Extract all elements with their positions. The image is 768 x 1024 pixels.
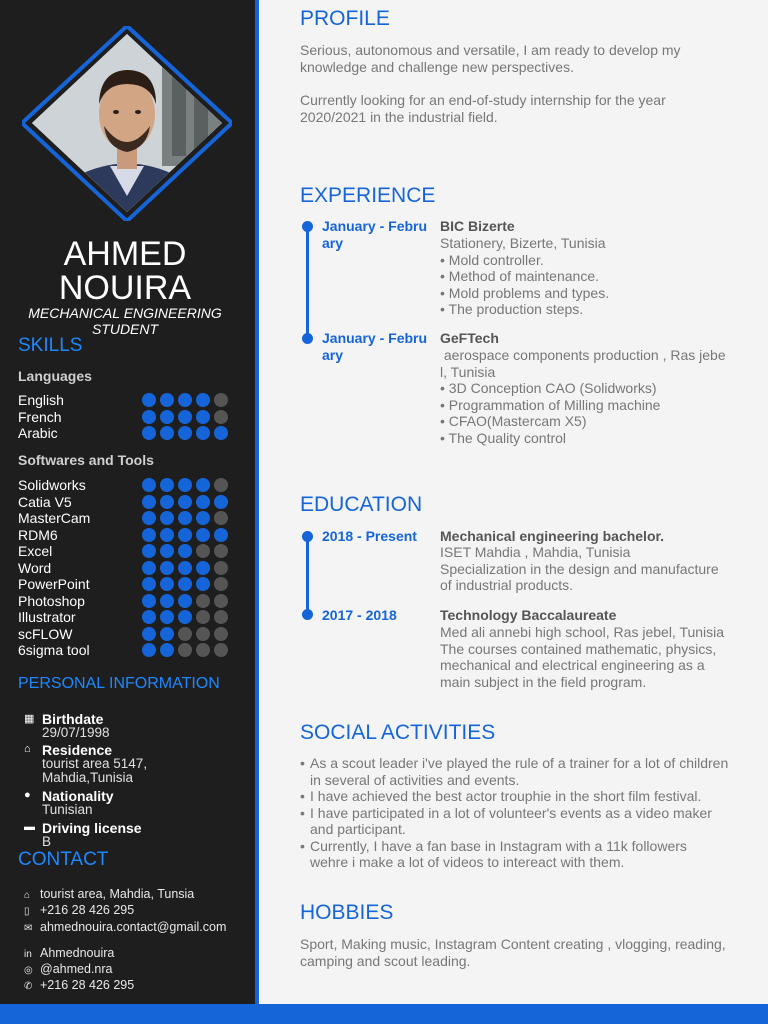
skill-level-dot [214, 426, 228, 440]
profile-photo [22, 26, 232, 221]
car-icon: ▬ [24, 821, 35, 833]
personal-info-value-line: Tunisian [42, 802, 93, 817]
detail-line: • The Quality control [440, 429, 567, 446]
job-title-line2: STUDENT [91, 321, 159, 337]
skill-level-dot [178, 528, 192, 542]
contact-text: +216 28 426 295 [40, 978, 135, 992]
job-title-line1: MECHANICAL ENGINEERING [28, 305, 222, 321]
experience-details [440, 347, 740, 446]
detail-line: ISET Mahdia , Mahdia, Tunisia [440, 544, 631, 560]
skill-level-dot [196, 627, 210, 641]
personal-info-label: Birthdate [42, 711, 104, 727]
detail-line: • Mold problems and types. [440, 284, 610, 301]
skill-level-dot [142, 393, 156, 407]
education-date: 2018 - Present [322, 528, 417, 544]
contact-item[interactable] [24, 946, 114, 960]
skill-level-dot [160, 410, 174, 424]
contact-heading: CONTACT [18, 849, 109, 870]
skill-level-dot [142, 643, 156, 657]
skill-name: Excel [18, 543, 53, 559]
skill-level-dot [142, 610, 156, 624]
skill-name: Photoshop [18, 592, 85, 609]
timeline-dot [302, 531, 313, 542]
languages-heading: Languages [18, 368, 92, 384]
personal-info-value-line: B [42, 834, 52, 849]
contact-text: @ahmed.nra [40, 962, 113, 976]
profile-line: knowledge and challenge new perspectives. [300, 58, 574, 75]
skill-row [18, 477, 238, 493]
skill-level-dot [160, 594, 174, 608]
experience-timeline [306, 226, 309, 338]
skill-level-dot [214, 511, 228, 525]
detail-line: • Method of maintenance. [440, 268, 599, 284]
social-line: • I have participated in a lot of volunteer's events as a video maker [310, 804, 712, 821]
phone-icon: ▯ [24, 906, 30, 917]
date-line: ary [322, 235, 344, 251]
contact-item[interactable] [24, 978, 134, 992]
detail-line: The courses contained mathematic, physics, [440, 640, 717, 657]
skill-level-dots [142, 627, 232, 643]
skill-row [18, 510, 238, 526]
experience-details [440, 235, 740, 318]
personal-info-value [42, 803, 93, 817]
skill-level-dots [142, 544, 232, 560]
skill-name: Word [18, 559, 52, 576]
skill-level-dot [214, 410, 228, 424]
social-item [300, 838, 740, 871]
experience-date [322, 330, 432, 364]
timeline-dot [302, 609, 313, 620]
skill-level-dot [178, 594, 192, 608]
contact-item[interactable] [24, 920, 226, 934]
skill-level-dot [178, 544, 192, 558]
experience-title: GeFTech [440, 330, 499, 346]
experience-heading: EXPERIENCE [300, 184, 436, 207]
skill-level-dot [214, 478, 228, 492]
education-title: Technology Baccalaureate [440, 607, 617, 623]
skill-level-dots [142, 610, 232, 626]
skill-row [18, 626, 238, 642]
skills-heading: SKILLS [18, 335, 83, 356]
skill-level-dots [142, 577, 232, 593]
skill-level-dot [160, 511, 174, 525]
skill-level-dot [142, 627, 156, 641]
instagram-icon: ◎ [24, 965, 33, 976]
skill-name: Arabic [18, 425, 58, 441]
skill-level-dot [160, 627, 174, 641]
skill-level-dot [160, 495, 174, 509]
skill-level-dot [160, 528, 174, 542]
skill-row [18, 576, 238, 592]
social-item [300, 788, 740, 805]
detail-line: • CFAO(Mastercam X5) [440, 413, 587, 429]
detail-line: Specialization in the design and manufacture [440, 560, 719, 577]
profile-heading: PROFILE [300, 7, 390, 30]
skill-level-dot [196, 577, 210, 591]
skill-level-dot [142, 528, 156, 542]
skill-level-dot [160, 610, 174, 624]
hobbies-heading: HOBBIES [300, 901, 394, 924]
social-line: • Currently, I have a fan base in Instagram with a 11k followers [310, 837, 687, 854]
contact-item[interactable] [24, 962, 112, 976]
experience-date [322, 218, 432, 252]
personal-info-value [42, 726, 110, 740]
skill-level-dot [178, 410, 192, 424]
contact-text: Ahmednouira [40, 946, 115, 960]
skill-level-dot [178, 478, 192, 492]
personal-info-value [42, 757, 147, 785]
skill-level-dot [214, 577, 228, 591]
personal-info-label: Residence [42, 742, 113, 758]
date-line: January - Febru [322, 218, 428, 234]
cake-icon: ▦ [24, 713, 35, 725]
skill-level-dot [160, 561, 174, 575]
detail-line: main subject in the field program. [440, 673, 647, 690]
social-list [300, 755, 740, 871]
skill-level-dot [142, 426, 156, 440]
social-line: • I have achieved the best actor trouphie in the short film festival. [310, 788, 702, 804]
skill-level-dot [196, 643, 210, 657]
skill-level-dots [142, 495, 232, 511]
contact-text: +216 28 426 295 [40, 903, 135, 917]
detail-line: • Programmation of Milling machine [440, 396, 661, 413]
home-icon: ⌂ [24, 890, 31, 901]
profile-text-1 [300, 42, 740, 75]
footer-bar [0, 1004, 768, 1024]
skill-level-dot [178, 577, 192, 591]
education-heading: EDUCATION [300, 493, 423, 516]
detail-line: • Mold controller. [440, 251, 544, 268]
education-details [440, 544, 740, 594]
detail-line: l, Tunisia [440, 363, 496, 380]
skill-level-dot [178, 426, 192, 440]
personal-info-label: Driving license [42, 820, 142, 836]
skill-level-dot [196, 528, 210, 542]
skill-level-dot [196, 544, 210, 558]
skill-level-dot [196, 410, 210, 424]
detail-line: aerospace components production , Ras jebe [440, 347, 726, 363]
profile-line: Serious, autonomous and versatile, I am ready to develop my [300, 42, 681, 58]
skill-level-dot [178, 561, 192, 575]
skill-level-dot [196, 594, 210, 608]
skill-level-dots [142, 528, 232, 544]
skill-level-dots [142, 426, 232, 442]
sidebar-accent-line [255, 0, 259, 1004]
name-first: AHMED [63, 235, 187, 273]
skill-level-dot [196, 426, 210, 440]
detail-line: Med ali annebi high school, Ras jebel, Tunisia [440, 624, 725, 640]
skill-level-dot [178, 610, 192, 624]
skill-name: PowerPoint [18, 576, 90, 592]
skill-level-dot [160, 643, 174, 657]
skill-level-dot [160, 393, 174, 407]
skill-name: 6sigma tool [18, 642, 90, 658]
skill-level-dot [160, 577, 174, 591]
skill-level-dot [142, 478, 156, 492]
skill-level-dot [178, 643, 192, 657]
experience-title: BIC Bizerte [440, 218, 515, 234]
profile-text-2 [300, 92, 740, 125]
whatsapp-icon: ✆ [24, 981, 33, 992]
social-item [300, 755, 740, 788]
timeline-dot [302, 333, 313, 344]
skill-level-dot [178, 393, 192, 407]
skill-row [18, 392, 238, 408]
detail-line: • 3D Conception CAO (Solidworks) [440, 380, 657, 396]
skill-row [18, 425, 238, 441]
skill-name: Illustrator [18, 609, 76, 625]
skill-name: French [18, 408, 62, 425]
personal-info-value-line: tourist area 5147, [42, 756, 148, 771]
skill-row [18, 593, 238, 609]
hobbies-line: camping and scout leading. [300, 952, 471, 969]
skill-level-dots [142, 561, 232, 577]
skill-level-dot [214, 561, 228, 575]
skill-level-dot [142, 511, 156, 525]
skill-level-dots [142, 511, 232, 527]
skill-level-dot [178, 511, 192, 525]
hobbies-text [300, 936, 740, 969]
skill-level-dot [214, 495, 228, 509]
social-line: wehre i make a lot of videos to intereact with them. [310, 854, 625, 870]
skill-row [18, 609, 238, 625]
skill-level-dot [214, 610, 228, 624]
skill-level-dot [142, 410, 156, 424]
education-date: 2017 - 2018 [322, 607, 397, 623]
skill-level-dot [196, 495, 210, 509]
date-line: ary [322, 347, 344, 363]
tools-heading: Softwares and Tools [18, 452, 154, 468]
date-line: January - Febru [322, 330, 428, 346]
detail-line: mechanical and electrical engineering as a [440, 657, 705, 673]
skill-name: scFLOW [18, 625, 73, 642]
timeline-dot [302, 221, 313, 232]
skill-row [18, 527, 238, 543]
skill-level-dot [160, 478, 174, 492]
skill-level-dot [160, 426, 174, 440]
skill-name: Solidworks [18, 477, 86, 493]
detail-line: Stationery, Bizerte, Tunisia [440, 235, 606, 251]
social-item [300, 805, 740, 838]
education-title: Mechanical engineering bachelor. [440, 528, 665, 544]
contact-item[interactable] [24, 887, 194, 901]
skill-row [18, 543, 238, 559]
skill-level-dot [214, 594, 228, 608]
social-heading: SOCIAL ACTIVITIES [300, 721, 496, 744]
sidebar [0, 0, 255, 1004]
skill-row [18, 494, 238, 510]
skill-row [18, 642, 238, 658]
name-last: NOUIRA [58, 269, 192, 307]
skill-level-dot [214, 627, 228, 641]
profile-line: 2020/2021 in the industrial field. [300, 108, 498, 125]
skill-level-dot [196, 393, 210, 407]
detail-line: • The production steps. [440, 301, 584, 317]
personal-info-value [42, 835, 51, 849]
skill-level-dot [214, 528, 228, 542]
skill-level-dot [142, 544, 156, 558]
education-timeline [306, 536, 309, 614]
profile-line: Currently looking for an end-of-study internship for the year [300, 92, 666, 108]
hobbies-line: Sport, Making music, Instagram Content creating , vlogging, reading, [300, 936, 726, 952]
skill-level-dot [196, 561, 210, 575]
detail-line: of industrial products. [440, 577, 574, 593]
skill-level-dot [142, 577, 156, 591]
skill-level-dot [160, 544, 174, 558]
skill-name: English [18, 392, 64, 408]
skill-row [18, 409, 238, 425]
social-line: in several of activities and events. [310, 771, 520, 788]
linkedin-icon: in [24, 949, 32, 960]
skill-level-dot [142, 495, 156, 509]
skill-level-dots [142, 594, 232, 610]
skill-name: MasterCam [18, 510, 91, 526]
skill-level-dot [214, 544, 228, 558]
home-icon: ⌂ [24, 743, 31, 755]
personal-info-label: Nationality [42, 788, 114, 804]
skill-level-dot [178, 627, 192, 641]
social-line: • As a scout leader i've played the rule of a trainer for a lot of children [310, 755, 729, 771]
contact-text: tourist area, Mahdia, Tunsia [40, 887, 195, 901]
contact-text: ahmednouira.contact@gmail.com [40, 920, 227, 934]
skill-level-dot [214, 393, 228, 407]
education-details [440, 624, 740, 690]
personal-info-value-line: 29/07/1998 [42, 725, 110, 740]
mail-icon: ✉ [24, 923, 33, 934]
skill-level-dot [142, 561, 156, 575]
social-line: and participant. [310, 821, 406, 837]
contact-item[interactable] [24, 903, 134, 917]
skill-level-dot [142, 594, 156, 608]
skill-level-dot [196, 511, 210, 525]
skill-name: RDM6 [18, 526, 58, 543]
skill-level-dots [142, 393, 232, 409]
personal-info-value-line: Mahdia,Tunisia [42, 770, 134, 785]
skill-level-dot [196, 478, 210, 492]
skill-level-dots [142, 643, 232, 659]
skill-level-dot [214, 643, 228, 657]
globe-icon: ● [24, 789, 31, 801]
skill-level-dots [142, 410, 232, 426]
skill-level-dot [196, 610, 210, 624]
skill-row [18, 560, 238, 576]
personal-info-heading: PERSONAL INFORMATION [18, 675, 220, 692]
skill-level-dots [142, 478, 232, 494]
skill-level-dot [178, 495, 192, 509]
skill-name: Catia V5 [18, 493, 72, 510]
